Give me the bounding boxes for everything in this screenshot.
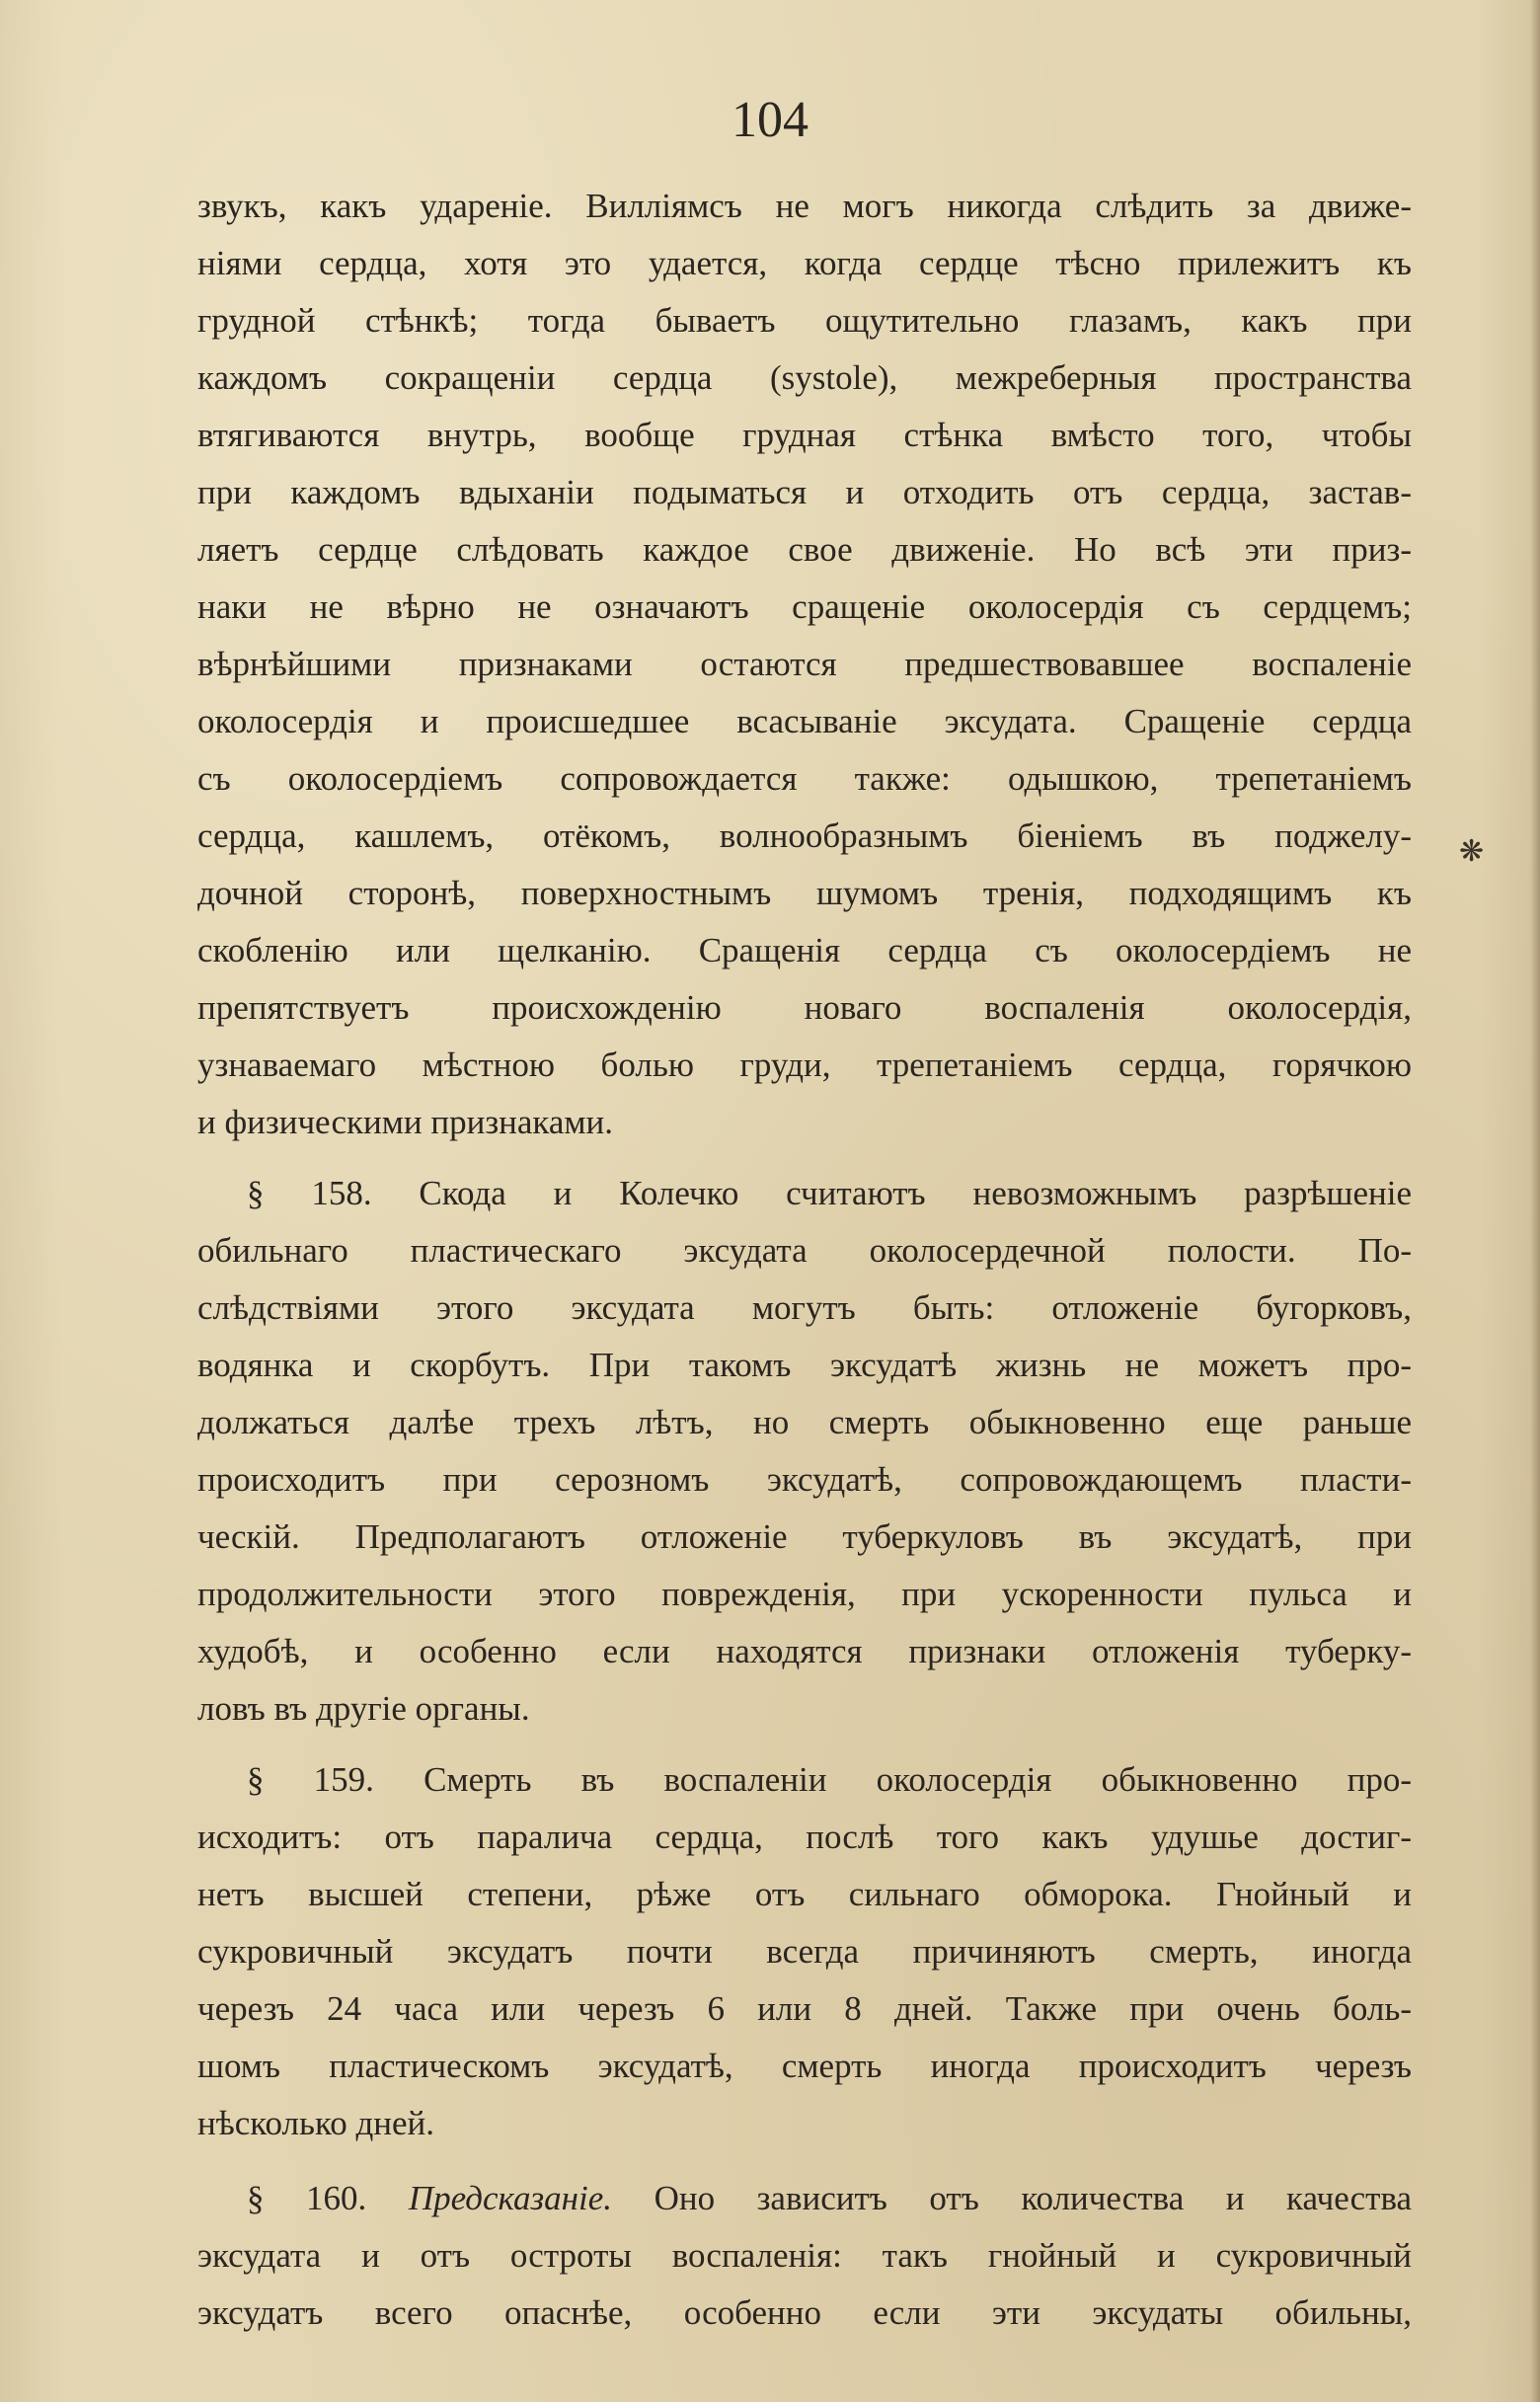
text-line: дочной сторонѣ, поверхностнымъ шумомъ тренія, подходящимъ къ: [197, 874, 1412, 912]
text-line: эксудатъ всего опаснѣе, особенно если эти эксудаты обильны,: [197, 2293, 1412, 2332]
text-line: съ околосердіемъ сопровождается также: одышкою, трепетаніемъ: [197, 759, 1412, 798]
text-line: ловъ въ другіе органы.: [197, 1689, 530, 1728]
text-line: шомъ пластическомъ эксудатѣ, смерть иногда происходитъ черезъ: [197, 2047, 1412, 2085]
body-text: [197, 178, 1412, 2342]
page-edge-shadow: [1530, 0, 1540, 2402]
text-line: происходитъ при серозномъ эксудатѣ, сопровождающемъ пласти-: [197, 1460, 1412, 1499]
text-line: эксудата и отъ остроты воспаленія: такъ гнойный и сукровичный: [197, 2236, 1412, 2275]
text-line: вѣрнѣйшими признаками остаются предшествовавшее воспаленіе: [197, 645, 1412, 683]
text-line: § 159. Смерть въ воспаленіи околосердія обыкновенно про-: [247, 1760, 1412, 1799]
text-line: втягиваются внутрь, вообще грудная стѣнка вмѣсто того, чтобы: [197, 416, 1412, 454]
text-line: звукъ, какъ удареніе. Вилліямсъ не могъ никогда слѣдить за движе-: [197, 187, 1412, 225]
paragraph-1: [197, 178, 1412, 1151]
text-line: грудной стѣнкѣ; тогда бываетъ ощутительно глазамъ, какъ при: [197, 301, 1412, 340]
text-line: обильнаго пластическаго эксудата околосердечной полости. По-: [197, 1231, 1412, 1270]
text-line: препятствуетъ происхожденію новаго воспаленія околосердія,: [197, 988, 1412, 1027]
text-line: черезъ 24 часа или черезъ 6 или 8 дней. Также при очень боль-: [197, 1989, 1412, 2028]
paragraph-159: [197, 1751, 1412, 2152]
text-line: нетъ высшей степени, рѣже отъ сильнаго обморока. Гнойный и: [197, 1875, 1412, 1913]
text-line: продолжительности этого поврежденія, при ускоренности пульса и: [197, 1575, 1412, 1613]
text-line: наки не вѣрно не означаютъ сращеніе околосердія съ сердцемъ;: [197, 587, 1412, 626]
ink-blot-mark: ❋: [1459, 834, 1485, 869]
text-line: сердца, кашлемъ, отёкомъ, волнообразнымъ біеніемъ въ поджелу-: [197, 816, 1412, 855]
text-line: худобѣ, и особенно если находятся признаки отложенія туберку-: [197, 1632, 1412, 1670]
section-first-line: Оно зависитъ отъ количества и качества: [654, 2179, 1413, 2217]
text-line: каждомъ сокращеніи сердца (systole), межреберныя пространства: [197, 358, 1412, 397]
text-line: околосердія и происшедшее всасываніе эксудата. Сращеніе сердца: [197, 702, 1412, 740]
text-line: при каждомъ вдыханіи подыматься и отходить отъ сердца, застав-: [197, 473, 1412, 511]
section-number: § 160.: [247, 2179, 367, 2217]
page-number: 104: [732, 92, 808, 148]
text-line: сукровичный эксудатъ почти всегда причиняютъ смерть, иногда: [197, 1932, 1412, 1971]
text-line: слѣдствіями этого эксудата могутъ быть: отложеніе бугорковъ,: [197, 1288, 1412, 1327]
text-line: ческій. Предполагаютъ отложеніе туберкуловъ въ эксудатѣ, при: [197, 1517, 1412, 1556]
text-line: нѣсколько дней.: [197, 2104, 434, 2142]
text-line: скобленію или щелканію. Сращенія сердца съ околосердіемъ не: [197, 931, 1412, 969]
text-line: ніями сердца, хотя это удается, когда сердце тѣсно прилежитъ къ: [197, 244, 1412, 282]
text-line: водянка и скорбутъ. При такомъ эксудатѣ жизнь не можетъ про-: [197, 1346, 1412, 1384]
text-line: узнаваемаго мѣстною болью груди, трепетаніемъ сердца, горячкою: [197, 1046, 1412, 1084]
text-line: § 158. Скода и Колечко считаютъ невозможнымъ разрѣшеніе: [247, 1174, 1412, 1212]
section-title: Предсказаніе.: [408, 2179, 613, 2217]
text-line-heading: [197, 2170, 1412, 2227]
text-line: исходитъ: отъ паралича сердца, послѣ того какъ удушье достиг-: [197, 1818, 1412, 1856]
text-line: должаться далѣе трехъ лѣтъ, но смерть обыкновенно еще раньше: [197, 1403, 1412, 1441]
paragraph-158: [197, 1165, 1412, 1738]
text-line: ляетъ сердце слѣдовать каждое свое движеніе. Но всѣ эти приз-: [197, 530, 1412, 569]
text-line: и физическими признаками.: [197, 1103, 614, 1141]
paragraph-160: [197, 2170, 1412, 2342]
